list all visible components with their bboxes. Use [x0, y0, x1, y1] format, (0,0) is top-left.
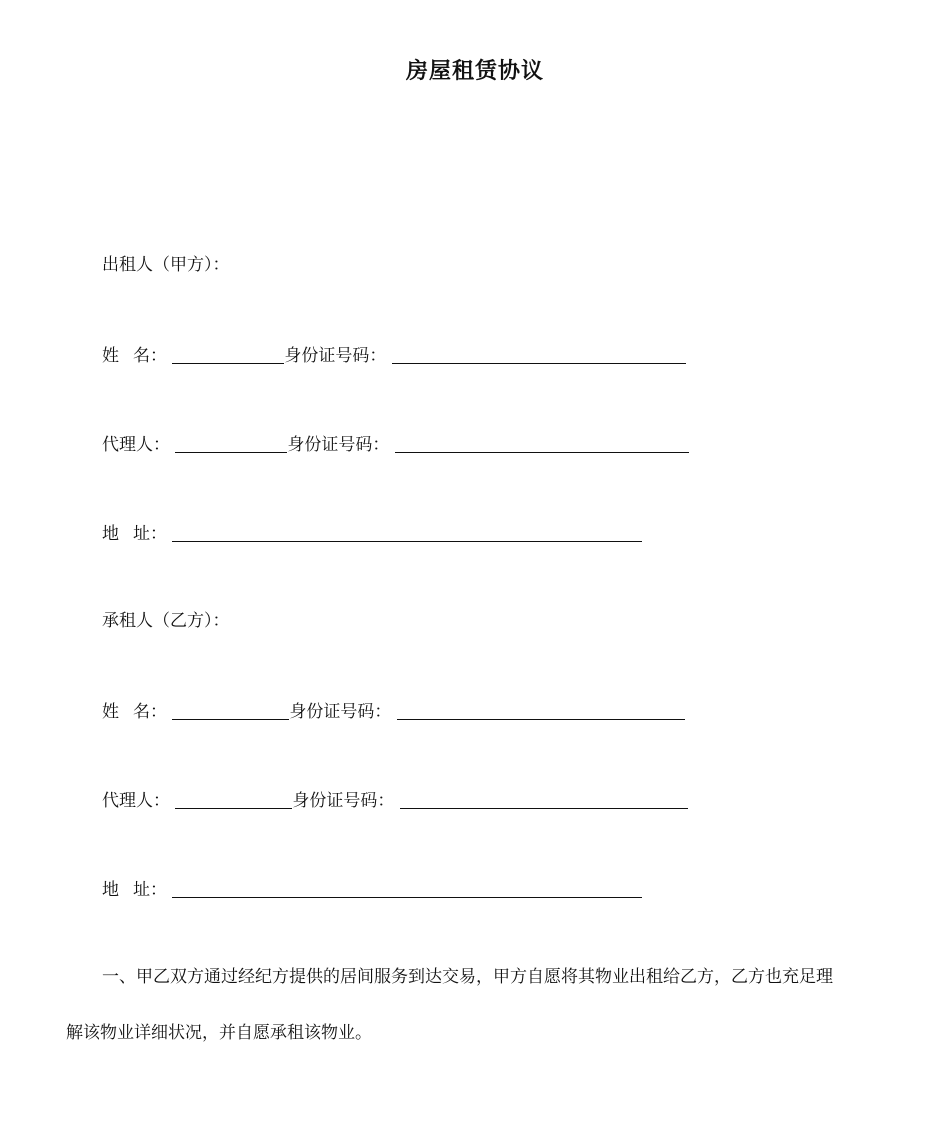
- lessee-name-label-2: 名：: [133, 702, 167, 722]
- lessee-address-label-2: 址：: [133, 880, 167, 900]
- lessor-address-field[interactable]: [172, 523, 642, 542]
- lessee-agent-row: [102, 787, 688, 811]
- lessee-agent-id-field[interactable]: [400, 790, 688, 809]
- lessee-name-field[interactable]: [172, 701, 289, 720]
- lessor-name-row: [102, 342, 686, 366]
- lessor-name-label-2: 名：: [133, 346, 167, 366]
- lessee-id-field[interactable]: [397, 701, 685, 720]
- lessee-heading: 承租人（乙方）：: [102, 611, 230, 631]
- clause-1-line-2: 解该物业详细状况，并自愿承租该物业。: [66, 1023, 372, 1043]
- lessor-name-label-1: 姓: [102, 346, 119, 366]
- lessor-address-label-1: 地: [102, 524, 119, 544]
- lessee-address-label-1: 地: [102, 880, 119, 900]
- lessee-agent-label: 代理人：: [102, 791, 170, 811]
- lessor-id-field[interactable]: [392, 345, 686, 364]
- lessor-agent-field[interactable]: [175, 434, 287, 453]
- lessor-agent-id-label: 身份证号码：: [287, 435, 390, 455]
- lessee-agent-field[interactable]: [175, 790, 292, 809]
- lessor-address-row: [102, 520, 642, 544]
- lessee-address-field[interactable]: [172, 879, 642, 898]
- document-title: 房屋租赁协议: [405, 59, 544, 84]
- lessee-address-row: [102, 876, 642, 900]
- clause-1-line-1: 一、甲乙双方通过经纪方提供的居间服务到达交易，甲方自愿将其物业出租给乙方，乙方也充足理: [102, 967, 833, 987]
- lessor-agent-id-field[interactable]: [395, 434, 689, 453]
- lessor-heading: 出租人（甲方）：: [102, 255, 230, 275]
- lessor-address-label-2: 址：: [133, 524, 167, 544]
- lessee-id-label: 身份证号码：: [289, 702, 392, 722]
- lessee-name-row: [102, 698, 685, 722]
- lessee-agent-id-label: 身份证号码：: [292, 791, 395, 811]
- lessor-agent-row: [102, 431, 689, 455]
- lessor-name-field[interactable]: [172, 345, 284, 364]
- lessor-agent-label: 代理人：: [102, 435, 170, 455]
- lessor-id-label: 身份证号码：: [284, 346, 387, 366]
- lessee-name-label-1: 姓: [102, 702, 119, 722]
